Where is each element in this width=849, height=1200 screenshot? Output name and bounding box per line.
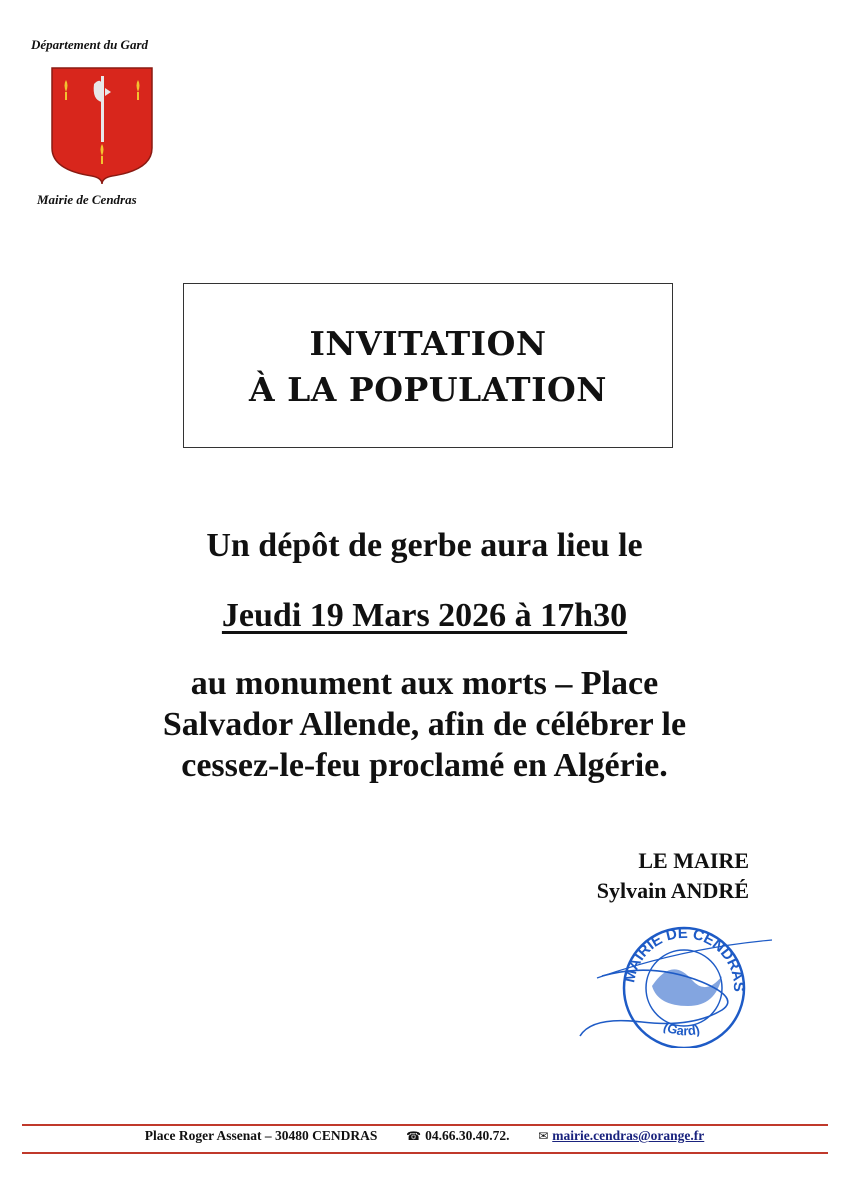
coat-of-arms-icon: [50, 66, 154, 186]
title-line-2: À LA POPULATION: [249, 370, 607, 409]
title-line-1: INVITATION: [309, 324, 547, 363]
department-name: Département du Gard: [31, 37, 148, 52]
signature-title: LE MAIRE: [638, 848, 749, 873]
mairie-stamp-icon: [572, 918, 777, 1048]
invitation-title-box: [183, 283, 673, 448]
announcement-line-5: cessez-le-feu proclamé en Algérie.: [181, 747, 668, 784]
svg-text:MAIRIE DE CENDRAS: MAIRIE DE CENDRAS: [621, 924, 748, 992]
event-date: Jeudi 19 Mars 2026 à 17h30: [221, 597, 628, 634]
footer-bottom-rule: [22, 1152, 828, 1154]
footer-email-link[interactable]: mairie.cendras@orange.fr: [552, 1128, 705, 1143]
telephone-icon: ☎: [406, 1129, 422, 1143]
envelope-icon: ✉: [538, 1129, 549, 1143]
announcement-line-3: au monument aux morts – Place: [190, 665, 659, 702]
footer-phone: 04.66.30.40.72.: [425, 1128, 510, 1143]
footer-contact: [0, 1128, 849, 1144]
svg-text:(Gard): (Gard): [661, 1018, 702, 1039]
signature-name: Sylvain ANDRÉ: [596, 878, 749, 903]
announcement-line-4: Salvador Allende, afin de célébrer le: [162, 706, 687, 743]
footer-top-rule: [22, 1124, 828, 1126]
footer-address: Place Roger Assenat – 30480 CENDRAS: [144, 1128, 378, 1143]
mairie-name: Mairie de Cendras: [37, 192, 137, 207]
announcement-line-1: Un dépôt de gerbe aura lieu le: [206, 527, 643, 564]
